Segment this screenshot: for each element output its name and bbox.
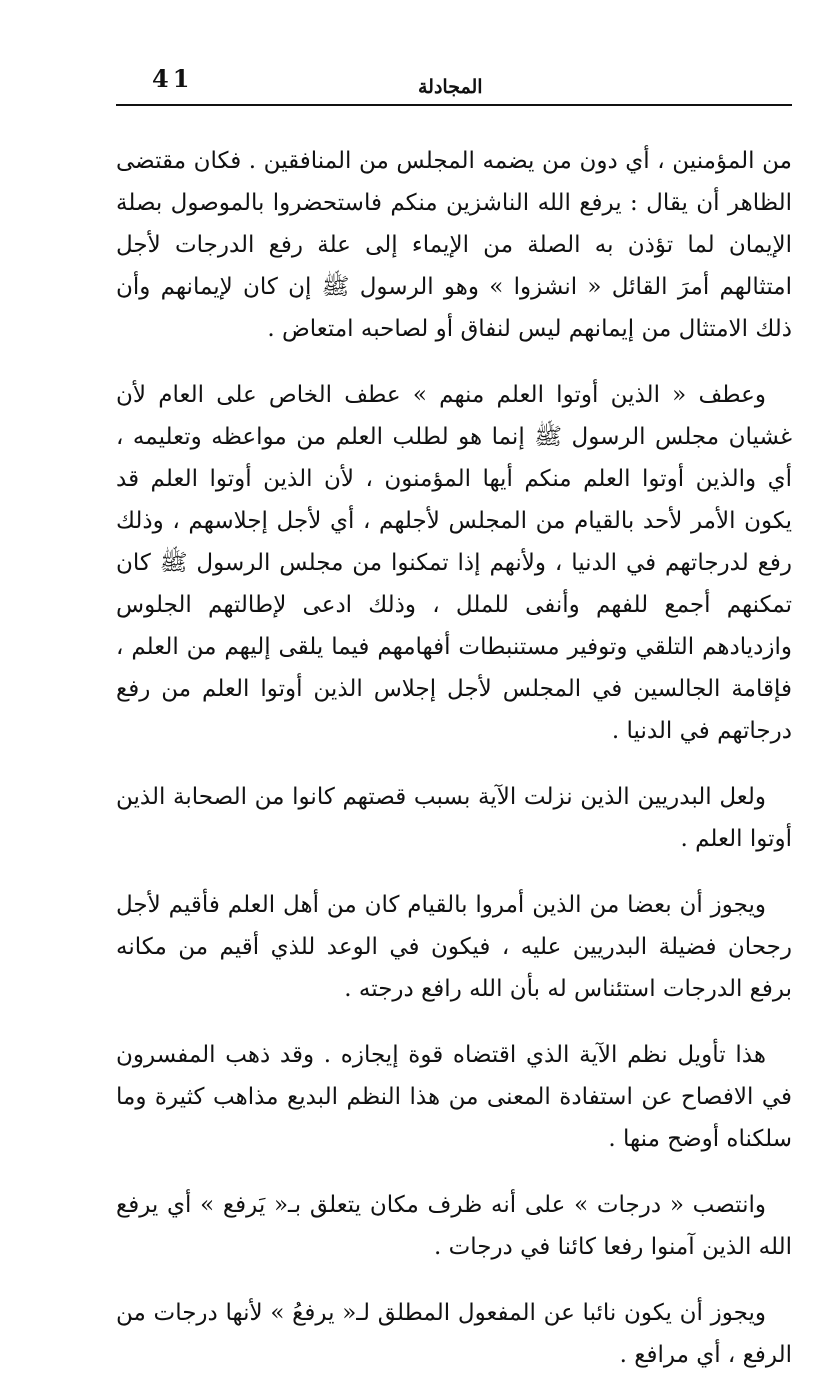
paragraph-5: هذا تأويل نظم الآية الذي اقتضاه قوة إيجازه . وقد ذهب المفسرون في الافصاح عن استفادة المعنى من هذا النظم البديع مذاهب كثيرة وما سلكناه أوضح منها .	[116, 1042, 792, 1152]
paragraph-2: وعطف « الذين أوتوا العلم منهم » عطف الخاص على العام لأن غشيان مجلس الرسول ﷺ إنما هو لطلب العلم من مواعظه وتعليمه ، أي والذين أوتوا العلم منكم أيها المؤمنون ، لأن الذين أوتوا العلم قد يكون الأمر لأحد بالقيام من المجلس لأجلهم ، أي لأجل إجلاسهم ، وذلك رفع لدرجاتهم في الدنيا ، ولأنهم إذا تمكنوا من مجلس الرسول ﷺ كان تمكنهم أجمع للفهم وأنفى للملل ، وذلك ادعى لإطالتهم الجلوس وازديادهم التلقي وتوفير مستنبطات أفهامهم فيما يلقى إليهم من العلم ، فإقامة الجالسين في المجلس لأجل إجلاس الذين أوتوا العلم من رفع درجاتهم في الدنيا .	[116, 382, 792, 744]
page-body	[116, 140, 792, 1400]
paragraph-1: من المؤمنين ، أي دون من يضمه المجلس من المنافقين . فكان مقتضى الظاهر أن يقال : يرفع الله الناشزين منكم فاستحضروا بالموصول بصلة الإيمان لما تؤذن به الصلة من الإيماء إلى علة رفع الدرجات لأجل امتثالهم أمرَ القائل « انشزوا » وهو الرسول ﷺ إن كان لإيمانهم وأن ذلك الامتثال من إيمانهم ليس لنفاق أو لصاحبه امتعاض .	[116, 148, 792, 342]
page-number: 41	[152, 64, 194, 93]
paragraph-7: ويجوز أن يكون نائبا عن المفعول المطلق لـ« يرفعُ » لأنها درجات من الرفع ، أي مرافع .	[116, 1300, 792, 1368]
paragraph-6: وانتصب « درجات » على أنه ظرف مكان يتعلق بـ« يَرفع » أي يرفع الله الذين آمنوا رفعا كائنا في درجات .	[116, 1192, 792, 1260]
running-title: المجادلة	[418, 76, 483, 98]
paragraph-4: ويجوز أن بعضا من الذين أمروا بالقيام كان من أهل العلم فأقيم لأجل رجحان فضيلة البدريين عليه ، فيكون في الوعد للذي أقيم من مكانه برفع الدرجات استئناس له بأن الله رافع درجته .	[116, 892, 792, 1002]
paragraph-3: ولعل البدريين الذين نزلت الآية بسبب قصتهم كانوا من الصحابة الذين أوتوا العلم .	[116, 784, 792, 852]
header-rule	[116, 104, 792, 106]
